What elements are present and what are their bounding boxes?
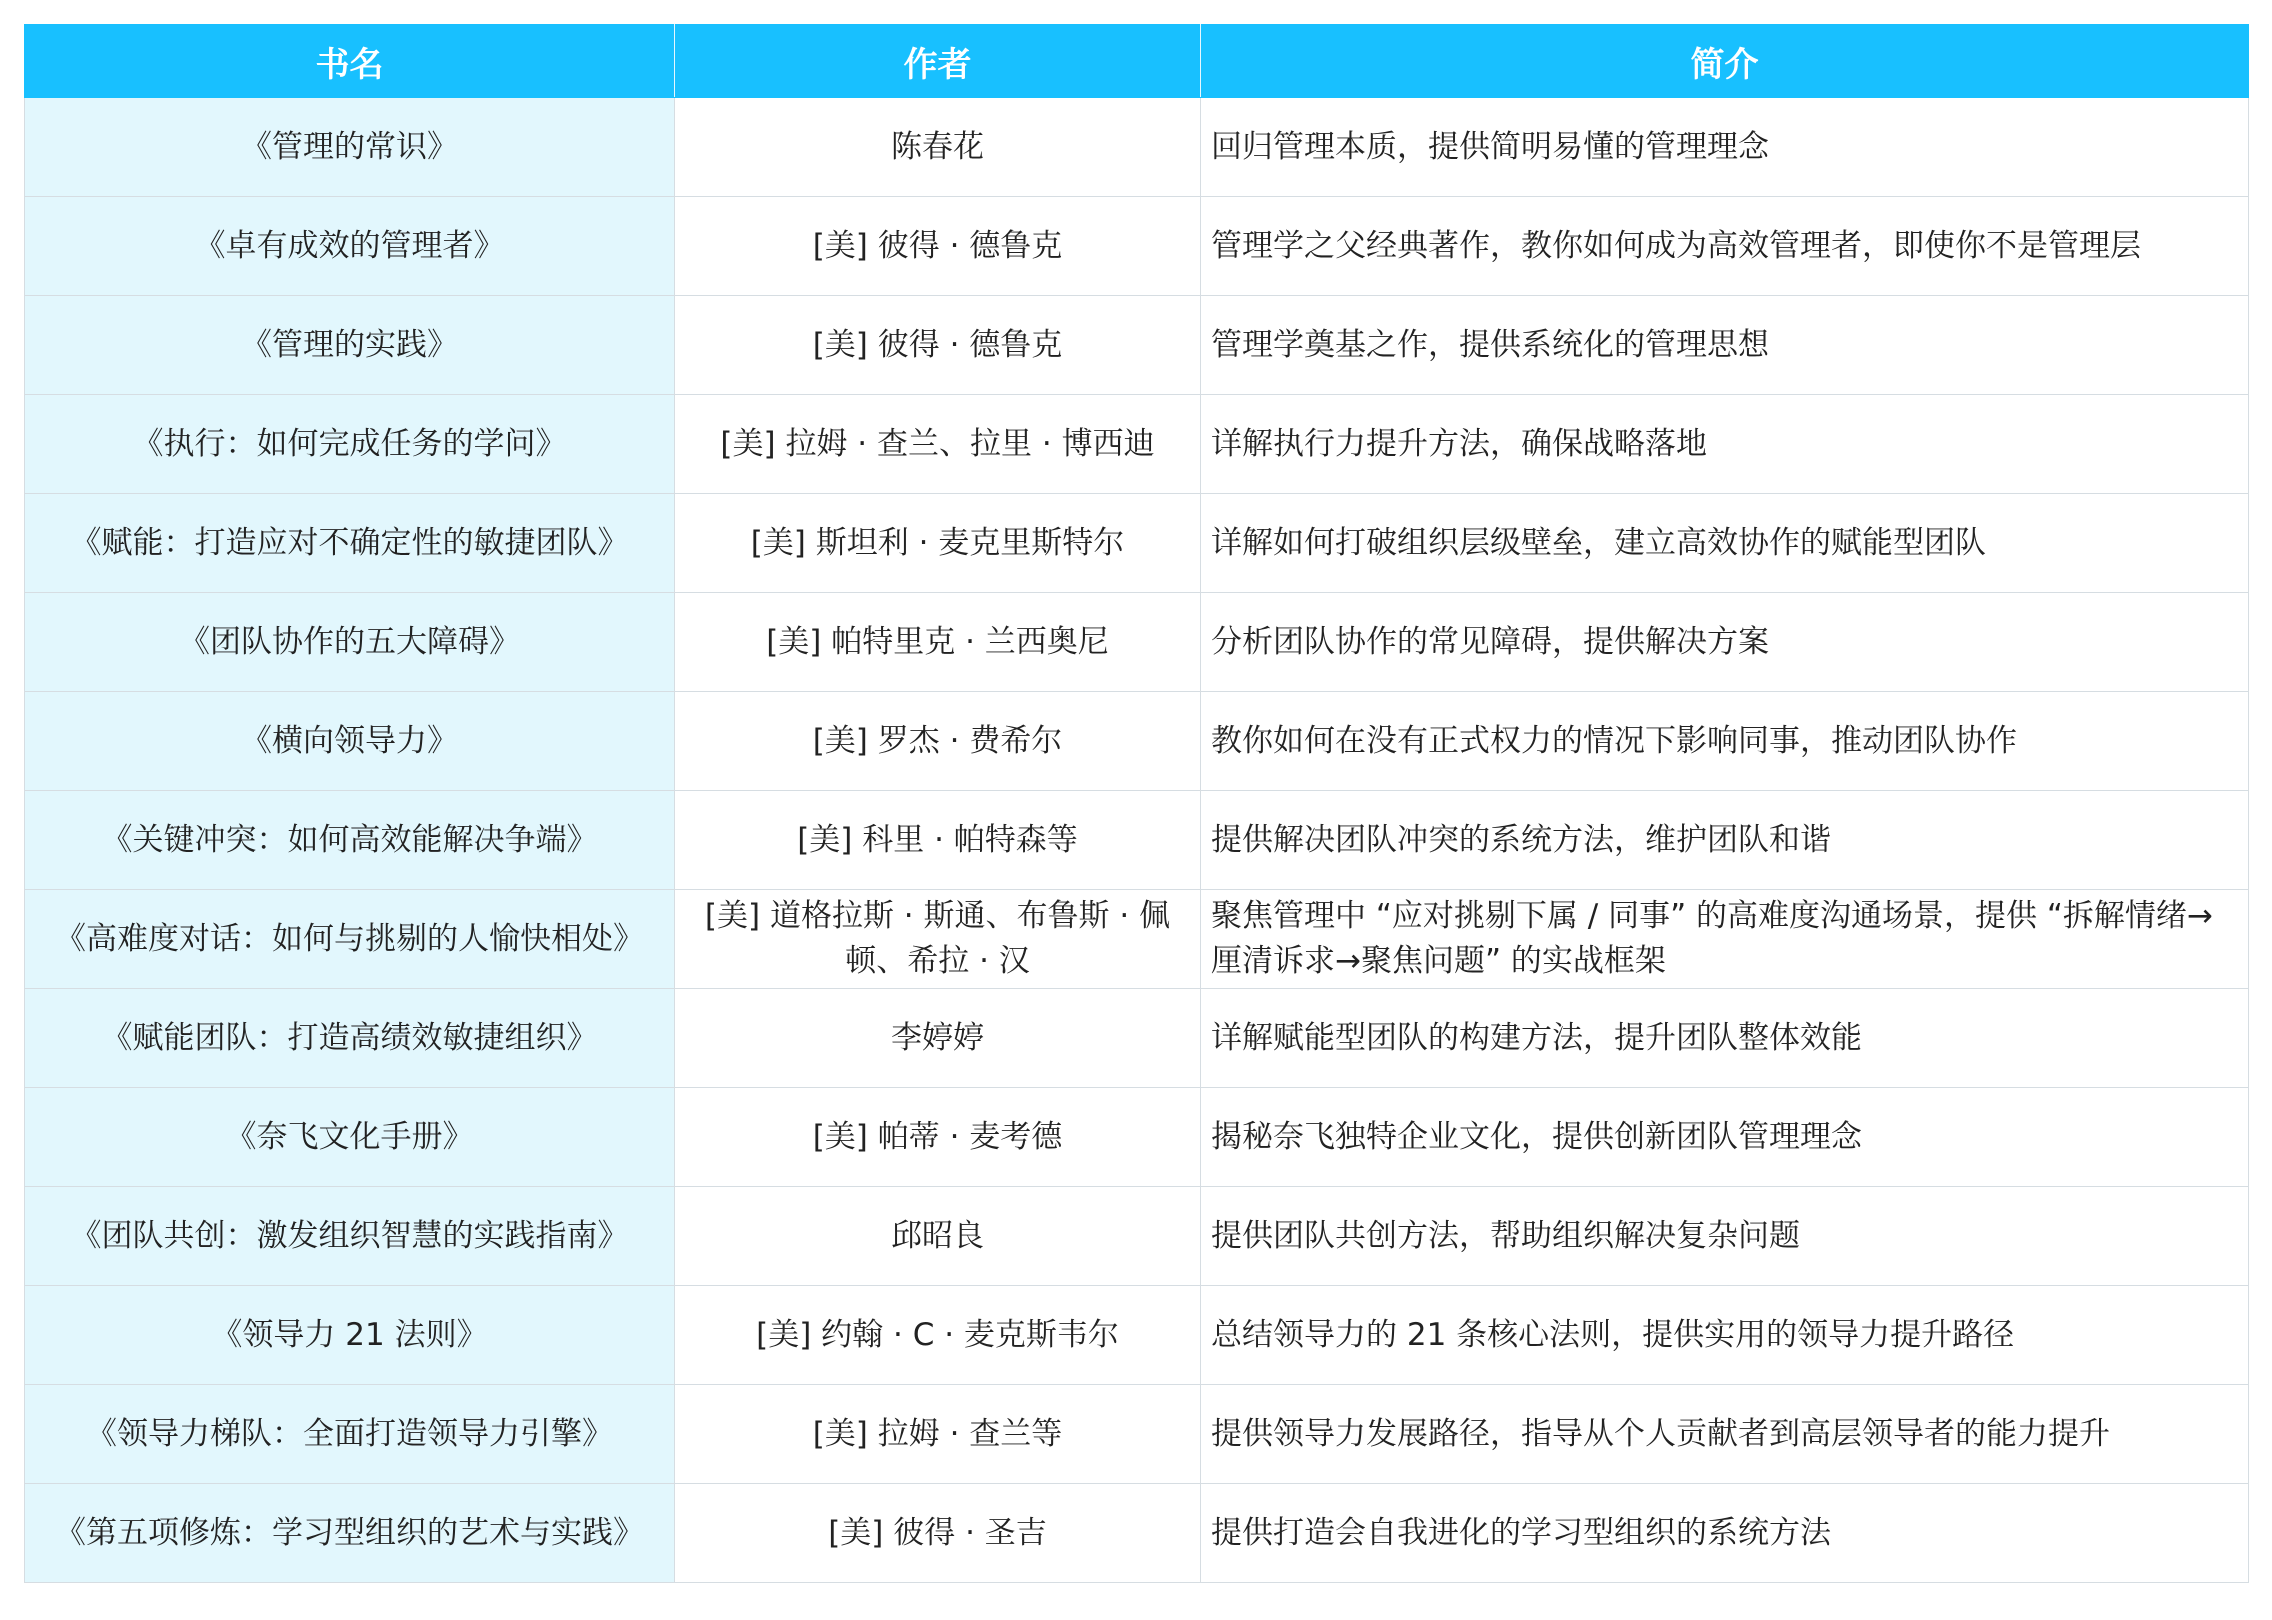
table-row: [25, 197, 2249, 296]
book-table-container: [24, 24, 2248, 1583]
author-cell: [美] 帕特里克 · 兰西奥尼: [675, 593, 1201, 692]
table-row: [25, 593, 2249, 692]
author-cell: [美] 帕蒂 · 麦考德: [675, 1088, 1201, 1187]
book-title-cell: 《领导力 21 法则》: [25, 1286, 675, 1385]
book-list-table: [24, 24, 2249, 1583]
book-title-cell: 《奈飞文化手册》: [25, 1088, 675, 1187]
author-cell: [美] 科里 · 帕特森等: [675, 791, 1201, 890]
description-cell: 教你如何在没有正式权力的情况下影响同事，推动团队协作: [1201, 692, 2249, 791]
description-cell: 分析团队协作的常见障碍，提供解决方案: [1201, 593, 2249, 692]
header-row: [25, 25, 2249, 98]
table-row: [25, 395, 2249, 494]
table-row: [25, 494, 2249, 593]
book-title-cell: 《高难度对话：如何与挑剔的人愉快相处》: [25, 890, 675, 989]
book-title-cell: 《卓有成效的管理者》: [25, 197, 675, 296]
table-row: [25, 791, 2249, 890]
table-body: [25, 98, 2249, 1583]
book-title-cell: 《赋能团队：打造高绩效敏捷组织》: [25, 989, 675, 1088]
description-cell: 详解执行力提升方法，确保战略落地: [1201, 395, 2249, 494]
book-title-cell: 《团队协作的五大障碍》: [25, 593, 675, 692]
author-cell: [美] 彼得 · 德鲁克: [675, 296, 1201, 395]
book-title-cell: 《第五项修炼：学习型组织的艺术与实践》: [25, 1484, 675, 1583]
description-cell: 聚焦管理中 “应对挑剔下属 / 同事” 的高难度沟通场景，提供 “拆解情绪→厘清诉求→聚焦问题” 的实战框架: [1201, 890, 2249, 989]
description-cell: 提供团队共创方法，帮助组织解决复杂问题: [1201, 1187, 2249, 1286]
book-title-cell: 《关键冲突：如何高效能解决争端》: [25, 791, 675, 890]
book-title-cell: 《赋能：打造应对不确定性的敏捷团队》: [25, 494, 675, 593]
column-header-author: 作者: [675, 25, 1201, 98]
description-cell: 详解如何打破组织层级壁垒，建立高效协作的赋能型团队: [1201, 494, 2249, 593]
author-cell: 李婷婷: [675, 989, 1201, 1088]
description-cell: 详解赋能型团队的构建方法，提升团队整体效能: [1201, 989, 2249, 1088]
table-row: [25, 692, 2249, 791]
book-title-cell: 《管理的实践》: [25, 296, 675, 395]
table-row: [25, 296, 2249, 395]
table-header: [25, 25, 2249, 98]
description-cell: 揭秘奈飞独特企业文化，提供创新团队管理理念: [1201, 1088, 2249, 1187]
author-cell: [美] 斯坦利 · 麦克里斯特尔: [675, 494, 1201, 593]
description-cell: 管理学奠基之作，提供系统化的管理思想: [1201, 296, 2249, 395]
book-title-cell: 《横向领导力》: [25, 692, 675, 791]
author-cell: [美] 彼得 · 德鲁克: [675, 197, 1201, 296]
column-header-title: 书名: [25, 25, 675, 98]
book-title-cell: 《领导力梯队：全面打造领导力引擎》: [25, 1385, 675, 1484]
description-cell: 提供解决团队冲突的系统方法，维护团队和谐: [1201, 791, 2249, 890]
book-title-cell: 《管理的常识》: [25, 98, 675, 197]
author-cell: 陈春花: [675, 98, 1201, 197]
table-row: [25, 98, 2249, 197]
description-cell: 提供领导力发展路径，指导从个人贡献者到高层领导者的能力提升: [1201, 1385, 2249, 1484]
author-cell: 邱昭良: [675, 1187, 1201, 1286]
author-cell: [美] 约翰 · C · 麦克斯韦尔: [675, 1286, 1201, 1385]
author-cell: [美] 道格拉斯 · 斯通、布鲁斯 · 佩顿、希拉 · 汉: [675, 890, 1201, 989]
book-title-cell: 《团队共创：激发组织智慧的实践指南》: [25, 1187, 675, 1286]
author-cell: [美] 罗杰 · 费希尔: [675, 692, 1201, 791]
description-cell: 回归管理本质，提供简明易懂的管理理念: [1201, 98, 2249, 197]
table-row: [25, 1286, 2249, 1385]
table-row: [25, 1088, 2249, 1187]
author-cell: [美] 彼得 · 圣吉: [675, 1484, 1201, 1583]
table-row: [25, 890, 2249, 989]
table-row: [25, 1385, 2249, 1484]
column-header-description: 简介: [1201, 25, 2249, 98]
table-row: [25, 1484, 2249, 1583]
description-cell: 管理学之父经典著作，教你如何成为高效管理者，即使你不是管理层: [1201, 197, 2249, 296]
author-cell: [美] 拉姆 · 查兰、拉里 · 博西迪: [675, 395, 1201, 494]
description-cell: 总结领导力的 21 条核心法则，提供实用的领导力提升路径: [1201, 1286, 2249, 1385]
book-title-cell: 《执行：如何完成任务的学问》: [25, 395, 675, 494]
table-row: [25, 989, 2249, 1088]
description-cell: 提供打造会自我进化的学习型组织的系统方法: [1201, 1484, 2249, 1583]
table-row: [25, 1187, 2249, 1286]
author-cell: [美] 拉姆 · 查兰等: [675, 1385, 1201, 1484]
